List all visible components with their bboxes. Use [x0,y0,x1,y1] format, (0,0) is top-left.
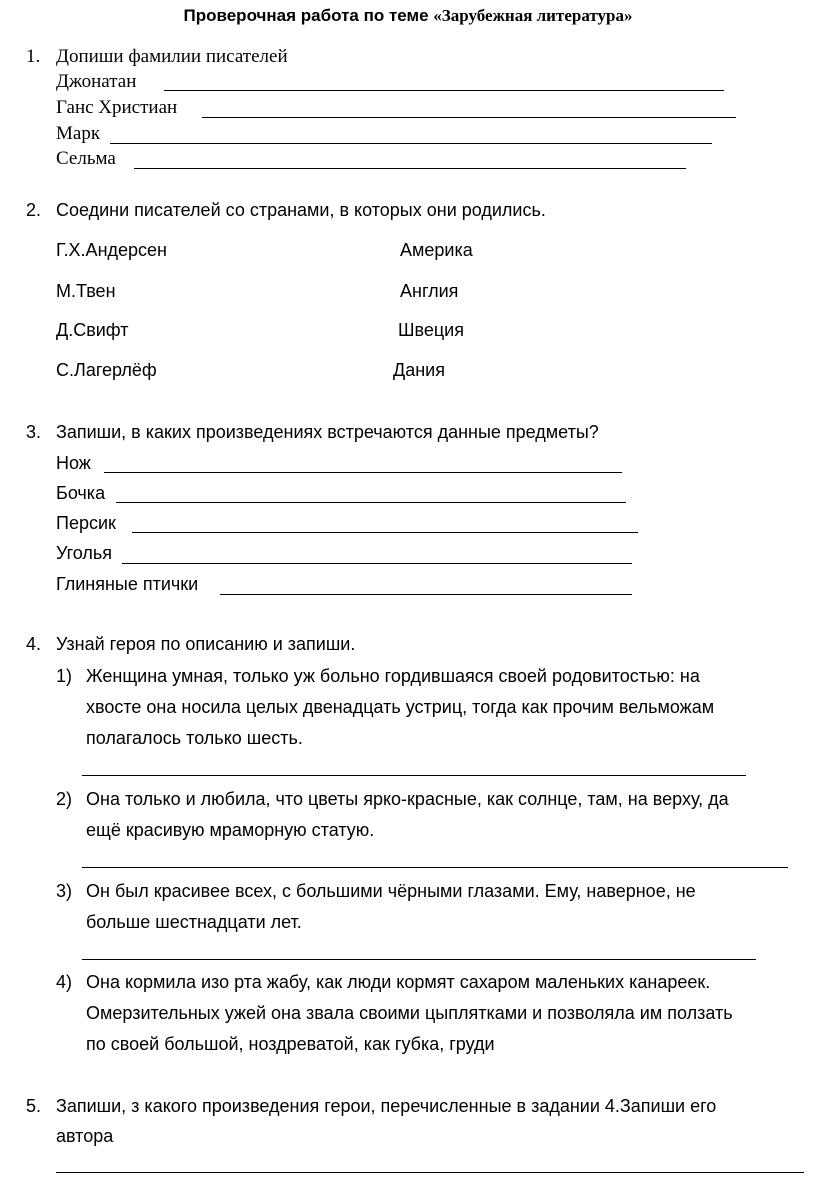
title-main: Проверочная работа по теме [183,6,429,25]
q4-item-4-number: 4) [56,972,73,992]
q2-writer-4: С.Лагерлёф [56,360,157,380]
q3-heading: Запиши, в каких произведениях встречаются данные предметы? [56,422,599,442]
q3-item-5: Глиняные птички [56,574,199,594]
q4-item-2-number: 2) [56,789,73,809]
q4-item-4-line-2: Омерзительных ужей она звала своими цыплятками и позволяла им ползать [86,1003,733,1023]
q4-item-3-line-1: Он был красивее всех, с большими чёрными глазами. Ему, наверное, не [86,881,696,901]
q4-item-2-line-2: ещё красивую мраморную статую. [86,820,375,840]
q1-name-3: Марк [56,123,101,144]
q3-number: 3. [26,422,42,442]
q2-heading: Соедини писателей со странами, в которых они родились. [56,200,546,220]
q1-answer-line-2[interactable] [202,117,736,118]
q4-answer-line-1[interactable] [82,775,746,776]
q1-heading: Допиши фамилии писателей [56,46,288,67]
q3-answer-line-2[interactable] [116,502,626,503]
q1-name-4: Сельма [56,148,116,169]
q4-answer-line-2[interactable] [82,867,788,868]
q2-number: 2. [26,200,42,220]
q3-item-3: Персик [56,513,116,533]
q4-item-3-number: 3) [56,881,73,901]
q1-answer-line-1[interactable] [164,90,724,91]
title-topic: «Зарубежная литература» [433,6,633,25]
q4-number: 4. [26,634,42,654]
q5-line-2: автора [56,1126,114,1146]
q3-item-1: Нож [56,453,91,473]
q1-answer-line-3[interactable] [110,143,712,144]
q2-writer-1: Г.Х.Андерсен [56,240,167,260]
q4-item-2-line-1: Она только и любила, что цветы ярко-красные, как солнце, там, на верху, да [86,789,729,809]
q3-answer-line-4[interactable] [122,563,632,564]
page-title [0,6,816,26]
q4-item-1-line-1: Женщина умная, только уж больно гордившаяся своей родовитостью: на [86,666,700,686]
q3-answer-line-5[interactable] [220,594,632,595]
q1-number: 1. [26,46,41,67]
q4-answer-line-3[interactable] [82,959,756,960]
q1-name-1: Джонатан [56,71,137,92]
q4-item-1-line-3: полагалось только шесть. [86,728,303,748]
q2-country-3: Швеция [398,320,464,340]
q4-item-1-number: 1) [56,666,73,686]
q5-number: 5. [26,1096,42,1116]
q5-line-1: Запиши, з какого произведения герои, перечисленные в задании 4.Запиши его [56,1096,717,1116]
q1-answer-line-4[interactable] [134,168,686,169]
q2-country-1: Америка [400,240,473,260]
q4-item-4-line-1: Она кормила изо рта жабу, как люди кормят сахаром маленьких канареек. [86,972,711,992]
q3-item-4: Уголья [56,543,113,563]
q3-item-2: Бочка [56,483,106,503]
q2-writer-3: Д.Свифт [56,320,129,340]
q2-country-4: Дания [393,360,445,380]
q4-heading: Узнай героя по описанию и запиши. [56,634,356,654]
q2-country-2: Англия [400,281,459,301]
q4-item-1-line-2: хвосте она носила целых двенадцать устриц, тогда как прочим вельможам [86,697,715,717]
q5-answer-line[interactable] [56,1172,804,1173]
q3-answer-line-3[interactable] [132,532,638,533]
q3-answer-line-1[interactable] [104,472,622,473]
q4-item-4-line-3: по своей большой, ноздреватой, как губка, груди [86,1034,495,1054]
q4-item-3-line-2: больше шестнадцати лет. [86,912,302,932]
q2-writer-2: М.Твен [56,281,116,301]
q1-name-2: Ганс Христиан [56,97,178,118]
